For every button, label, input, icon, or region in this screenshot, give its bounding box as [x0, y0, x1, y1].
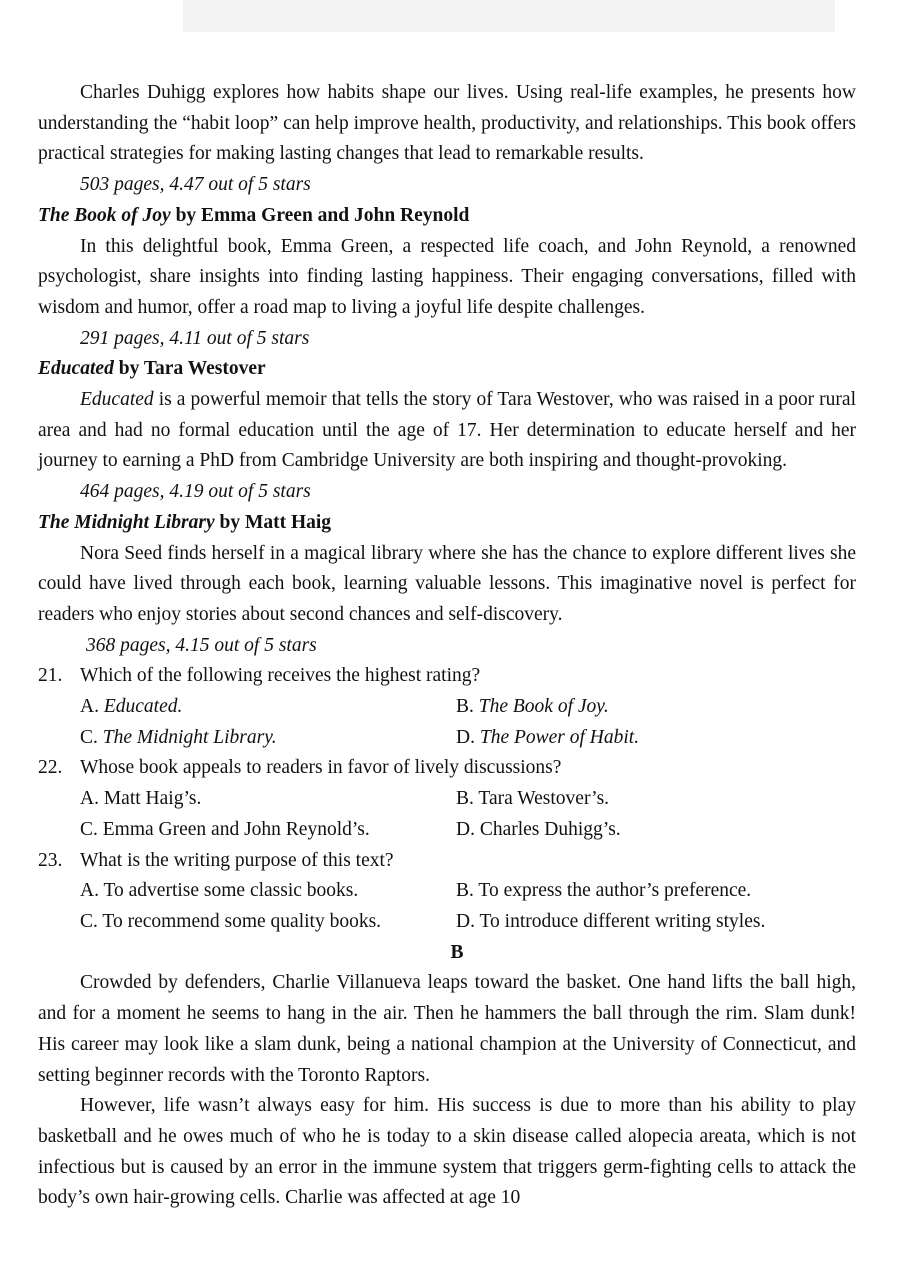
book-title-joy: The Book of Joy: [38, 204, 171, 226]
educated-book-description: [38, 385, 856, 477]
option-value: The Power of Habit.: [479, 726, 640, 748]
question-23: [38, 846, 856, 877]
book-title-midnight: The Midnight Library: [38, 511, 215, 533]
book-heading-joy: [38, 201, 856, 232]
document-page: [38, 78, 856, 1214]
option-value: The Book of Joy.: [478, 696, 609, 718]
option-value: The Midnight Library.: [102, 726, 277, 748]
question-22-options: [38, 784, 856, 845]
educated-book-meta: 464 pages, 4.19 out of 5 stars: [80, 481, 311, 503]
question-number: 23.: [38, 849, 63, 871]
question-number: 22.: [38, 757, 63, 779]
option-letter: C.: [80, 726, 103, 748]
question-text: What is the writing purpose of this text?: [80, 849, 394, 871]
option-letter: A.: [80, 696, 104, 718]
book-title-educated: Educated: [38, 358, 114, 380]
question-21-options: [38, 692, 856, 753]
option-22-a[interactable]: A. Matt Haig’s.: [80, 788, 202, 810]
midnight-book-description: Nora Seed finds herself in a magical library where she has the chance to explore different lives she could have lived through each book, learning valuable lessons. This imaginative novel is perfect for readers who enjoy stories about second chances and self-discovery.: [38, 542, 856, 625]
option-23-c[interactable]: C. To recommend some quality books.: [80, 910, 382, 932]
joy-book-description: In this delightful book, Emma Green, a respected life coach, and John Reynold, a renowned psychologist, share insights into finding lasting happiness. Their engaging conversations, filled with wisdom and humor, offer a road map to living a joyful life despite challenges.: [38, 235, 856, 318]
option-22-b[interactable]: B. Tara Westover’s.: [456, 788, 610, 810]
option-21-c[interactable]: [80, 723, 456, 754]
question-23-options: [38, 876, 856, 937]
section-b-paragraph-1: Crowded by defenders, Charlie Villanueva leaps toward the basket. One hand lifts the ball high, and for a moment he seems to hang in the air. Then he hammers the ball through the rim. Slam dunk! His career may look like a slam dunk, being a national champion at the University of Connecticut, and setting beginner records with the Toronto Raptors.: [38, 972, 856, 1086]
habit-book-meta: 503 pages, 4.47 out of 5 stars: [80, 174, 311, 196]
book-byline-joy: by Emma Green and John Reynold: [170, 204, 470, 226]
book-heading-educated: [38, 354, 856, 385]
educated-description-text: is a powerful memoir that tells the story of Tara Westover, who was raised in a poor rural area and had no formal education until the age of 17. Her determination to educate herself and her journey to earning a PhD from Cambridge University are both inspiring and thought-provoking.: [38, 389, 856, 472]
option-letter: D.: [456, 726, 480, 748]
joy-book-meta: 291 pages, 4.11 out of 5 stars: [80, 327, 310, 349]
option-23-d[interactable]: D. To introduce different writing styles.: [456, 910, 766, 932]
option-23-b[interactable]: B. To express the author’s preference.: [456, 880, 752, 902]
option-letter: B.: [456, 696, 479, 718]
option-22-c[interactable]: C. Emma Green and John Reynold’s.: [80, 818, 370, 840]
option-21-b[interactable]: [456, 692, 856, 723]
option-23-a[interactable]: A. To advertise some classic books.: [80, 880, 359, 902]
option-21-a[interactable]: [80, 692, 456, 723]
section-b-paragraph-2: However, life wasn’t always easy for him. His success is due to more than his ability to play basketball and he owes much of who he is today to a skin disease called alopecia areata, which is not infectious but is caused by an error in the immune system that triggers germ-fighting cells to attack the body’s own hair-growing cells. Charlie was affected at age 10: [38, 1095, 856, 1209]
educated-inline-title: Educated: [80, 389, 154, 411]
option-22-d[interactable]: D. Charles Duhigg’s.: [456, 818, 621, 840]
top-margin-band: [183, 0, 835, 32]
section-b-heading: B: [450, 941, 464, 963]
question-number: 21.: [38, 665, 63, 687]
midnight-book-meta: 368 pages, 4.15 out of 5 stars: [86, 634, 317, 656]
book-heading-midnight: [38, 508, 856, 539]
question-text: Which of the following receives the highest rating?: [80, 665, 481, 687]
question-text: Whose book appeals to readers in favor of lively discussions?: [80, 757, 562, 779]
book-byline-educated: by Tara Westover: [113, 358, 266, 380]
option-21-d[interactable]: [456, 723, 856, 754]
book-byline-midnight: by Matt Haig: [214, 511, 332, 533]
question-21: [38, 661, 856, 692]
option-value: Educated.: [103, 696, 183, 718]
question-22: [38, 753, 856, 784]
habit-book-description: Charles Duhigg explores how habits shape our lives. Using real-life examples, he presents how understanding the “habit loop” can help improve health, productivity, and relationships. This book offers practical strategies for making lasting changes that lead to remarkable results.: [38, 82, 856, 165]
